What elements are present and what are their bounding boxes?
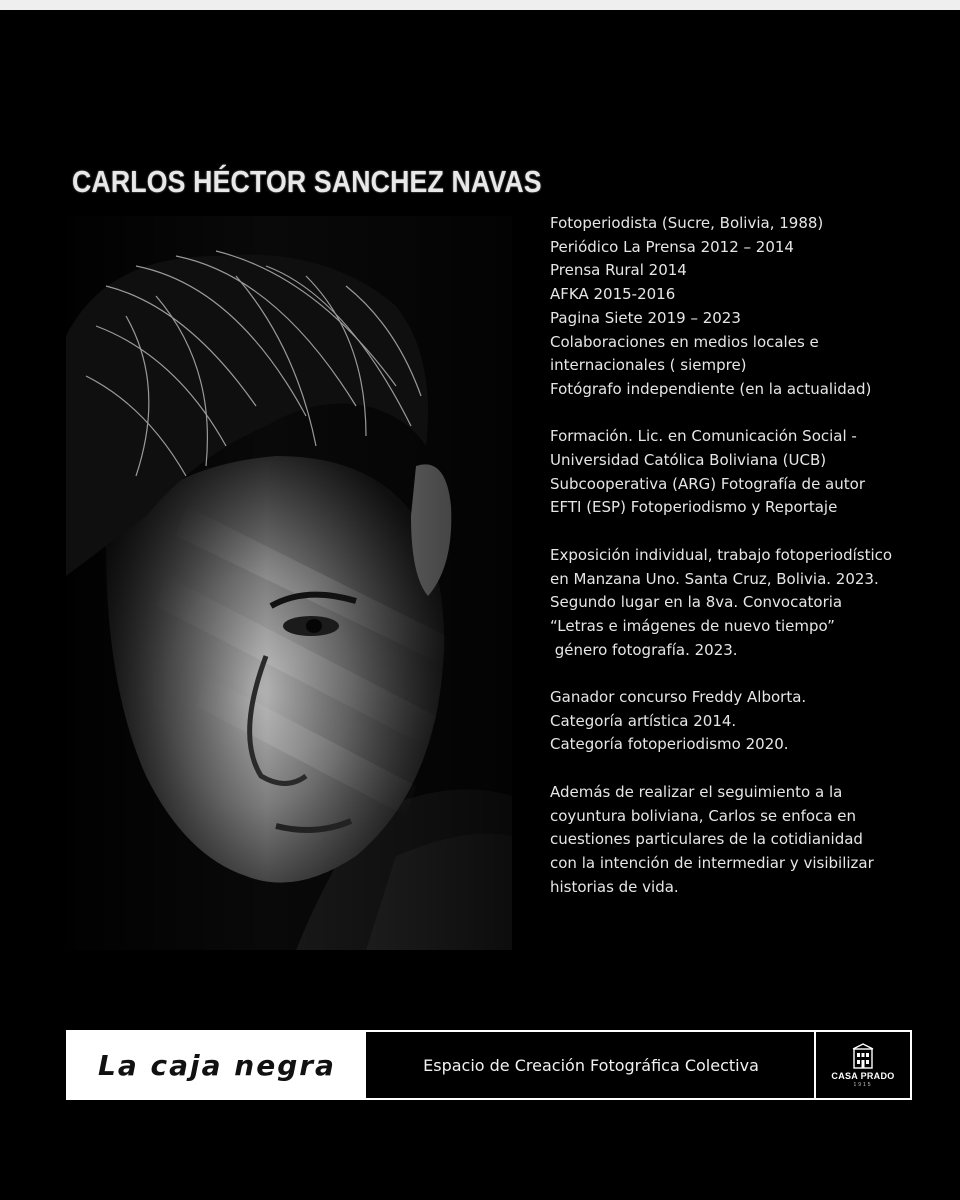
bio-line: AFKA 2015-2016 (550, 285, 676, 304)
building-icon (851, 1043, 875, 1069)
bio-line: “Letras e imágenes de nuevo tiempo” (550, 616, 835, 635)
bio-text (550, 212, 910, 923)
bio-line: con la intención de intermediar y visibilizar (550, 853, 874, 872)
portrait-icon (66, 216, 512, 950)
page-title: CARLOS HÉCTOR SANCHEZ NAVAS (72, 164, 542, 199)
bio-paragraph-focus (550, 781, 910, 900)
bio-line: Categoría fotoperiodismo 2020. (550, 735, 789, 754)
bio-paragraph-exhibitions (550, 544, 910, 663)
tagline: Espacio de Creación Fotográfica Colectiva (423, 1055, 759, 1075)
bio-line: Ganador concurso Freddy Alborta. (550, 688, 807, 707)
bio-line: EFTI (ESP) Fotoperiodismo y Reportaje (550, 498, 838, 517)
bio-line: Pagina Siete 2019 – 2023 (550, 308, 741, 327)
bio-line: Fotógrafo independiente (en la actualidad) (550, 379, 872, 398)
top-strip (0, 0, 960, 10)
footer-banner (66, 1030, 912, 1100)
bio-line: Categoría artística 2014. (550, 711, 737, 730)
bio-line: coyuntura boliviana, Carlos se enfoca en (550, 806, 857, 825)
bio-line: Subcooperativa (ARG) Fotografía de autor (550, 474, 865, 493)
bio-line: Universidad Católica Boliviana (UCB) (550, 451, 827, 470)
bio-line: en Manzana Uno. Santa Cruz, Bolivia. 2023. (550, 569, 879, 588)
portrait-photo (66, 216, 512, 950)
bio-line: Prensa Rural 2014 (550, 261, 687, 280)
bio-line: Fotoperiodista (Sucre, Bolivia, 1988) (550, 214, 824, 232)
brand-name: La caja negra (68, 1032, 366, 1098)
logo-name: CASA PRADO (831, 1070, 895, 1081)
logo-year: 1915 (853, 1081, 873, 1088)
bio-line: internacionales ( siempre) (550, 356, 747, 375)
bio-line: historias de vida. (550, 877, 679, 896)
bio-paragraph-education (550, 425, 910, 520)
bio-line: Colaboraciones en medios locales e (550, 332, 819, 351)
bio-line: cuestiones particulares de la cotidianidad (550, 830, 863, 849)
bio-line: género fotografía. 2023. (550, 640, 738, 659)
casa-prado-logo (814, 1032, 910, 1098)
bio-line: Exposición individual, trabajo fotoperiodístico (550, 545, 893, 564)
bio-paragraph-career (550, 212, 910, 402)
bio-line: Formación. Lic. en Comunicación Social - (550, 427, 857, 446)
bio-line: Periódico La Prensa 2012 – 2014 (550, 237, 794, 256)
bio-line: Segundo lugar en la 8va. Convocatoria (550, 593, 843, 612)
bio-line: Además de realizar el seguimiento a la (550, 782, 843, 801)
bio-paragraph-awards (550, 686, 910, 757)
